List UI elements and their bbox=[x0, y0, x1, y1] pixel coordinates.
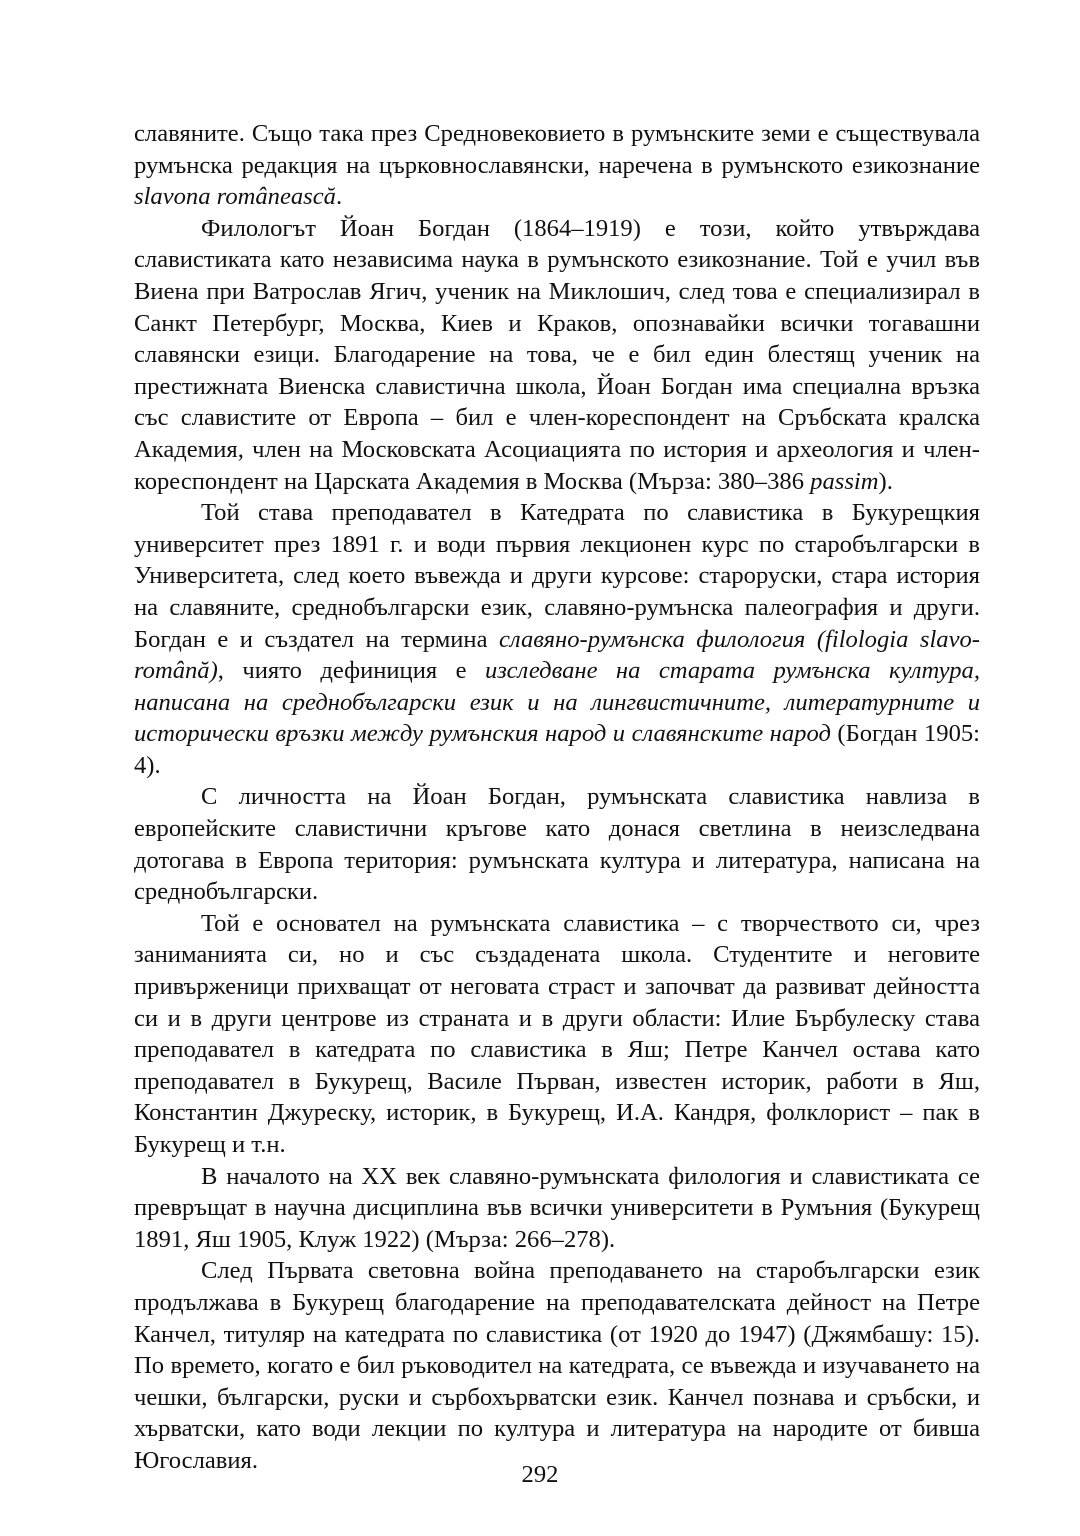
paragraph-5 bbox=[134, 908, 980, 1161]
p1-text-2: . bbox=[335, 183, 343, 211]
paragraph-6 bbox=[134, 1161, 980, 1256]
paragraph-3 bbox=[134, 497, 980, 781]
p2-text-1: Филологът Йоан Богдан (1864–1919) е този, който утвърждава славистиката като независима наука в румънското езикознание. Той е учил във Виена при Ватрослав Ягич, ученик на Миклошич, след това е специализирал в Санкт Петербург, Москва, Киев и Краков, опознавайки всички тогавашни славянски езици. Благодарение на това, че е бил един блестящ ученик на престижната Виенска славистична школа, Йоан Богдан има специална връзка със славистите от Европа – бил е член-кореспондент на Сръбската кралска Академия, член на Московската Асоциацията по история и археология и член-кореспондент на Царската Академия в Москва (Мързa: 380–386 bbox=[134, 214, 980, 495]
paragraph-2 bbox=[134, 213, 980, 497]
p1-text-1: славяните. Също така през Средновековието в румънските земи е съществувала румънска редакция на църковнославянски, наречена в румънското езикознание bbox=[134, 120, 980, 179]
p2-italic-passim: passim bbox=[810, 467, 879, 495]
p1-italic-term: slavona românească bbox=[134, 183, 336, 211]
page-body bbox=[134, 118, 980, 1477]
page-number: 292 bbox=[521, 1461, 559, 1488]
paragraph-4 bbox=[134, 781, 980, 907]
p3-text-2: , чиято дефиниция е bbox=[217, 657, 485, 685]
p6-text-1: В началото на XX век славяно-румънската филология и славистиката се превръщат в научна дисциплина във всички университети в Румъния (Букурещ 1891, Яш 1905, Клуж 1922) (Мързa: 266–278). bbox=[134, 1162, 980, 1253]
p3-text-1: Той става преподавател в Катедрата по славистика в Букурещкия университет през 1891 г. и води първия лекционен курс по старобългарски в Университета, след което въвежда и други курсове: староруски, стара история на славяните, среднобългарски език, славяно-румънска палеография и други. Богдан е и създател на термина bbox=[134, 499, 980, 653]
p3-italic-term: славяно-румънска филология (filologia slavo-română) bbox=[134, 625, 980, 685]
p3-text-3: (Богдан 1905: 4). bbox=[134, 720, 980, 779]
p2-text-2: ). bbox=[878, 467, 893, 495]
p7-text-1: След Първата световна война преподаването на старобългарски език продължава в Букурещ благодарение на преподавателската дейност на Петре Канчел, титуляр на катедрата по славистика (от 1920 до 1947) (Джямбашу: 15). По времето, когато е бил ръководител на катедрата, се въвежда и изучаването на чешки, български, руски и сърбохърватски език. Канчел познава и сръбски, и хърватски, като води лекции по култура и литература на народите от бивша Югославия. bbox=[134, 1257, 980, 1474]
paragraph-1 bbox=[134, 118, 980, 213]
p4-text-1: С личността на Йоан Богдан, румънската славистика навлиза в европейските славистични кръгове като донася светлина в неизследвана дотогава в Европа територия: румънската култура и литература, написана на среднобългарски. bbox=[134, 783, 980, 906]
p5-text-1: Той е основател на румънската славистика – с творчеството си, чрез заниманията си, но и със създадената школа. Студентите и неговите привърженици прихващат от неговата страст и започват да развиват дейността си и в други центрове из страната и в други области: Илие Бърбулеску става преподавател в катедрата по славистика в Яш; Петре Канчел остава като преподавател в Букурещ, Василе Първан, известен историк, работи в Яш, Константин Джуреску, историк, в Букурещ, И.А. Кандря, фолклорист – пак в Букурещ и т.н. bbox=[134, 909, 980, 1158]
p3-italic-definition: изследване на старата румънска култура, написана на среднобългарски език и на лингвистичните, литературните и исторически връзки между румънския народ и славянските народ bbox=[134, 657, 980, 748]
paragraph-7 bbox=[134, 1255, 980, 1476]
